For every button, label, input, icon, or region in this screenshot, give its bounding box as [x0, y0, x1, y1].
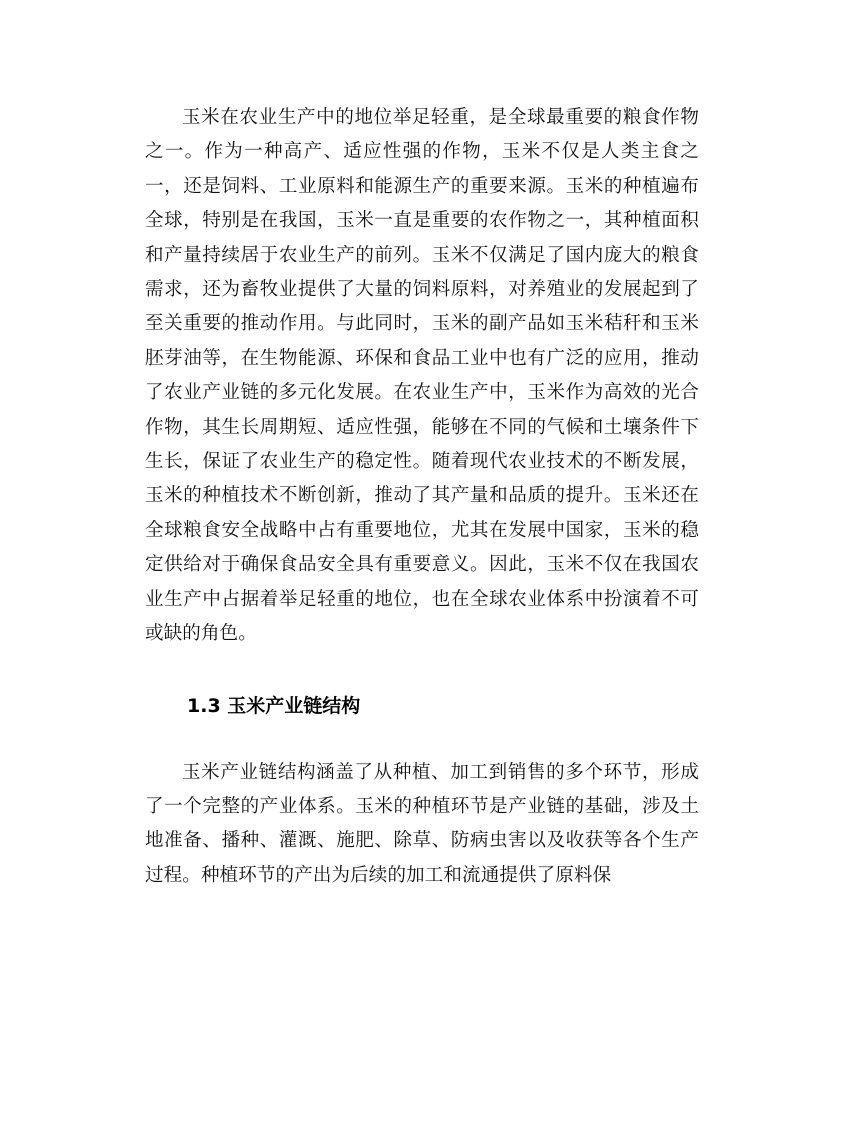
section-heading-corn-industry-chain: 1.3 玉米产业链结构 [187, 694, 361, 717]
paragraph-corn-industry-chain: 玉米产业链结构涵盖了从种植、加工到销售的多个环节，形成了一个完整的产业体系。玉米的种植环节是产业链的基础，涉及土地准备、播种、灌溉、施肥、除草、防病虫害以及收获等各个生产过程。种植环节的产出为后续的加工和流通提供了原料保 [145, 761, 699, 886]
paragraph-corn-importance: 玉米在农业生产中的地位举足轻重，是全球最重要的粮食作物之一。作为一种高产、适应性强的作物，玉米不仅是人类主食之一，还是饲料、工业原料和能源生产的重要来源。玉米的种植遍布全球，特别是在我国，玉米一直是重要的农作物之一，其种植面积和产量持续居于农业生产的前列。玉米不仅满足了国内庞大的粮食需求，还为畜牧业提供了大量的饲料原料，对养殖业的发展起到了至关重要的推动作用。与此同时，玉米的副产品如玉米秸秆和玉米胚芽油等，在生物能源、环保和食品工业中也有广泛的应用，推动了农业产业链的多元化发展。在农业生产中，玉米作为高效的光合作物，其生长周期短、适应性强，能够在不同的气候和土壤条件下生长，保证了农业生产的稳定性。随着现代农业技术的不断发展，玉米的种植技术不断创新，推动了其产量和品质的提升。玉米还在全球粮食安全战略中占有重要地位，尤其在发展中国家，玉米的稳定供给对于确保食品安全具有重要意义。因此，玉米不仅在我国农业生产中占据着举足轻重的地位，也在全球农业体系中扮演着不可或缺的角色。 [145, 107, 699, 645]
document-body [145, 101, 699, 893]
